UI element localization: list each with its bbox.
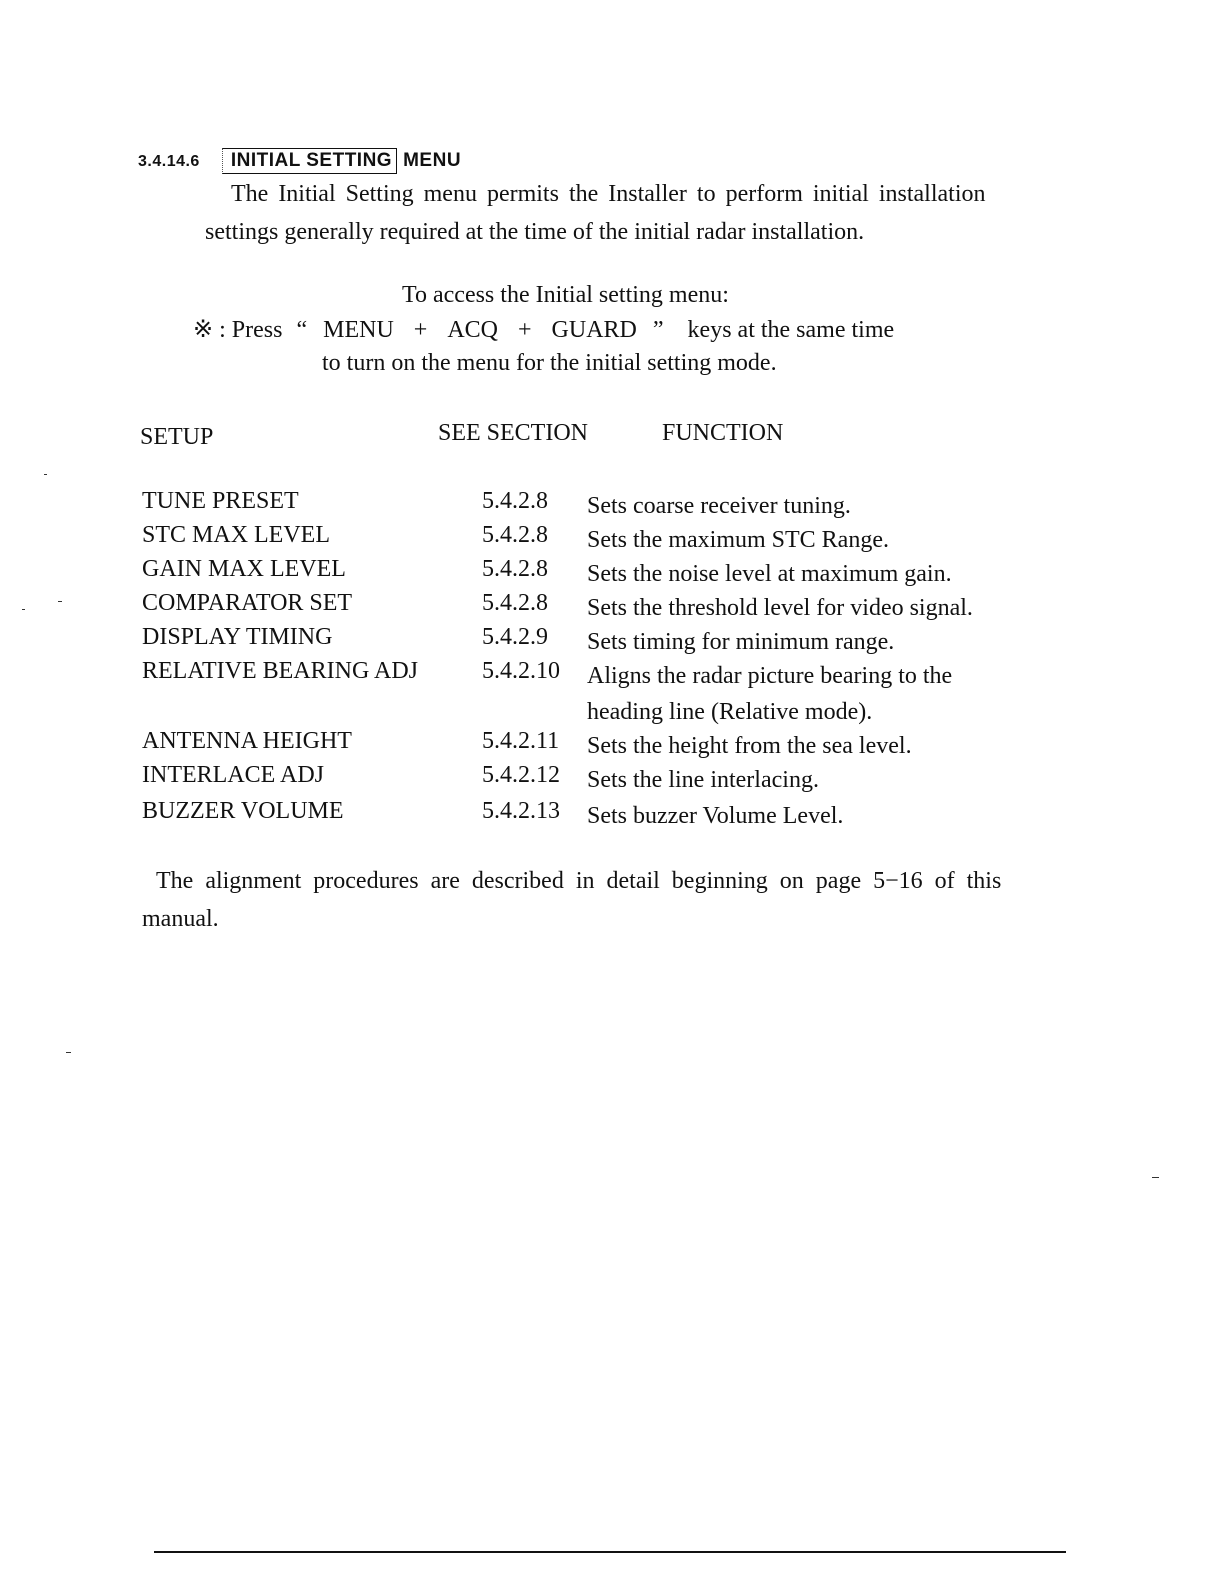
intro-line-1: The Initial Setting menu permits the Installer to perform initial installation xyxy=(231,181,986,207)
setup-name: BUZZER VOLUME xyxy=(142,798,344,824)
function-text: Sets timing for minimum range. xyxy=(587,629,895,655)
table-row xyxy=(0,728,1224,762)
function-text: Sets the threshold level for video signal. xyxy=(587,595,973,621)
scan-speck xyxy=(22,609,25,610)
reference-mark-icon: ※ : Press xyxy=(193,317,283,343)
section-ref: 5.4.2.8 xyxy=(482,590,548,616)
function-text: Sets buzzer Volume Level. xyxy=(587,803,844,829)
function-text: Sets coarse receiver tuning. xyxy=(587,493,851,519)
function-text: Sets the maximum STC Range. xyxy=(587,527,889,553)
section-ref: 5.4.2.9 xyxy=(482,624,548,650)
plus-sign: + xyxy=(518,317,532,343)
key-guard: GUARD xyxy=(551,317,637,343)
function-text: Sets the line interlacing. xyxy=(587,767,819,793)
table-row xyxy=(0,522,1224,556)
footer-line-1: The alignment procedures are described in detail beginning on page 5−16 of this xyxy=(156,868,1002,894)
setup-name: RELATIVE BEARING ADJ xyxy=(142,658,418,684)
press-suffix: keys at the same time xyxy=(687,317,895,343)
column-header-section: SEE SECTION xyxy=(438,420,588,446)
setup-name: GAIN MAX LEVEL xyxy=(142,556,346,582)
table-row xyxy=(0,658,1224,730)
function-text-line-2: heading line (Relative mode). xyxy=(587,699,873,725)
section-heading xyxy=(138,148,461,174)
press-instruction xyxy=(193,315,894,344)
scan-speck xyxy=(1152,1177,1159,1178)
access-title: To access the Initial setting menu: xyxy=(402,282,729,308)
column-header-function: FUNCTION xyxy=(662,420,784,446)
setup-name: STC MAX LEVEL xyxy=(142,522,330,548)
setup-name: TUNE PRESET xyxy=(142,488,299,514)
table-row xyxy=(0,590,1224,624)
function-text: Sets the noise level at maximum gain. xyxy=(587,561,952,587)
close-quote: ” xyxy=(652,317,664,343)
table-row xyxy=(0,488,1224,522)
open-quote: “ xyxy=(296,317,308,343)
function-text: Sets the height from the sea level. xyxy=(587,733,912,759)
section-number: 3.4.14.6 xyxy=(138,153,200,170)
plus-sign: + xyxy=(413,317,428,343)
boxed-menu-title: INITIAL SETTING xyxy=(222,148,397,174)
section-ref: 5.4.2.8 xyxy=(482,488,548,514)
function-text-line-1: Aligns the radar picture bearing to the xyxy=(587,663,953,689)
bottom-rule xyxy=(154,1551,1066,1553)
section-ref: 5.4.2.8 xyxy=(482,522,548,548)
section-ref: 5.4.2.10 xyxy=(482,658,560,684)
setup-name: ANTENNA HEIGHT xyxy=(142,728,352,754)
scan-speck xyxy=(58,601,62,602)
scan-speck xyxy=(66,1052,71,1053)
column-header-setup: SETUP xyxy=(140,424,214,450)
press-instruction-cont: to turn on the menu for the initial setting mode. xyxy=(322,350,777,376)
setup-name: DISPLAY TIMING xyxy=(142,624,333,650)
intro-paragraph xyxy=(205,175,986,251)
scan-speck xyxy=(44,474,47,475)
footer-paragraph xyxy=(142,862,1001,938)
section-ref: 5.4.2.13 xyxy=(482,798,560,824)
table-row xyxy=(0,556,1224,590)
setup-name: COMPARATOR SET xyxy=(142,590,353,616)
section-ref: 5.4.2.8 xyxy=(482,556,548,582)
setup-name: INTERLACE ADJ xyxy=(142,762,324,788)
function-text xyxy=(587,658,952,730)
key-menu: MENU xyxy=(323,317,394,343)
menu-word: MENU xyxy=(403,150,462,171)
key-acq: ACQ xyxy=(447,317,498,343)
section-ref: 5.4.2.12 xyxy=(482,762,560,788)
table-row xyxy=(0,798,1224,832)
intro-line-2: settings generally required at the time of the initial radar installation. xyxy=(205,219,865,245)
footer-line-2: manual. xyxy=(142,906,219,932)
table-row xyxy=(0,624,1224,658)
section-ref: 5.4.2.11 xyxy=(482,728,560,754)
table-row xyxy=(0,762,1224,796)
